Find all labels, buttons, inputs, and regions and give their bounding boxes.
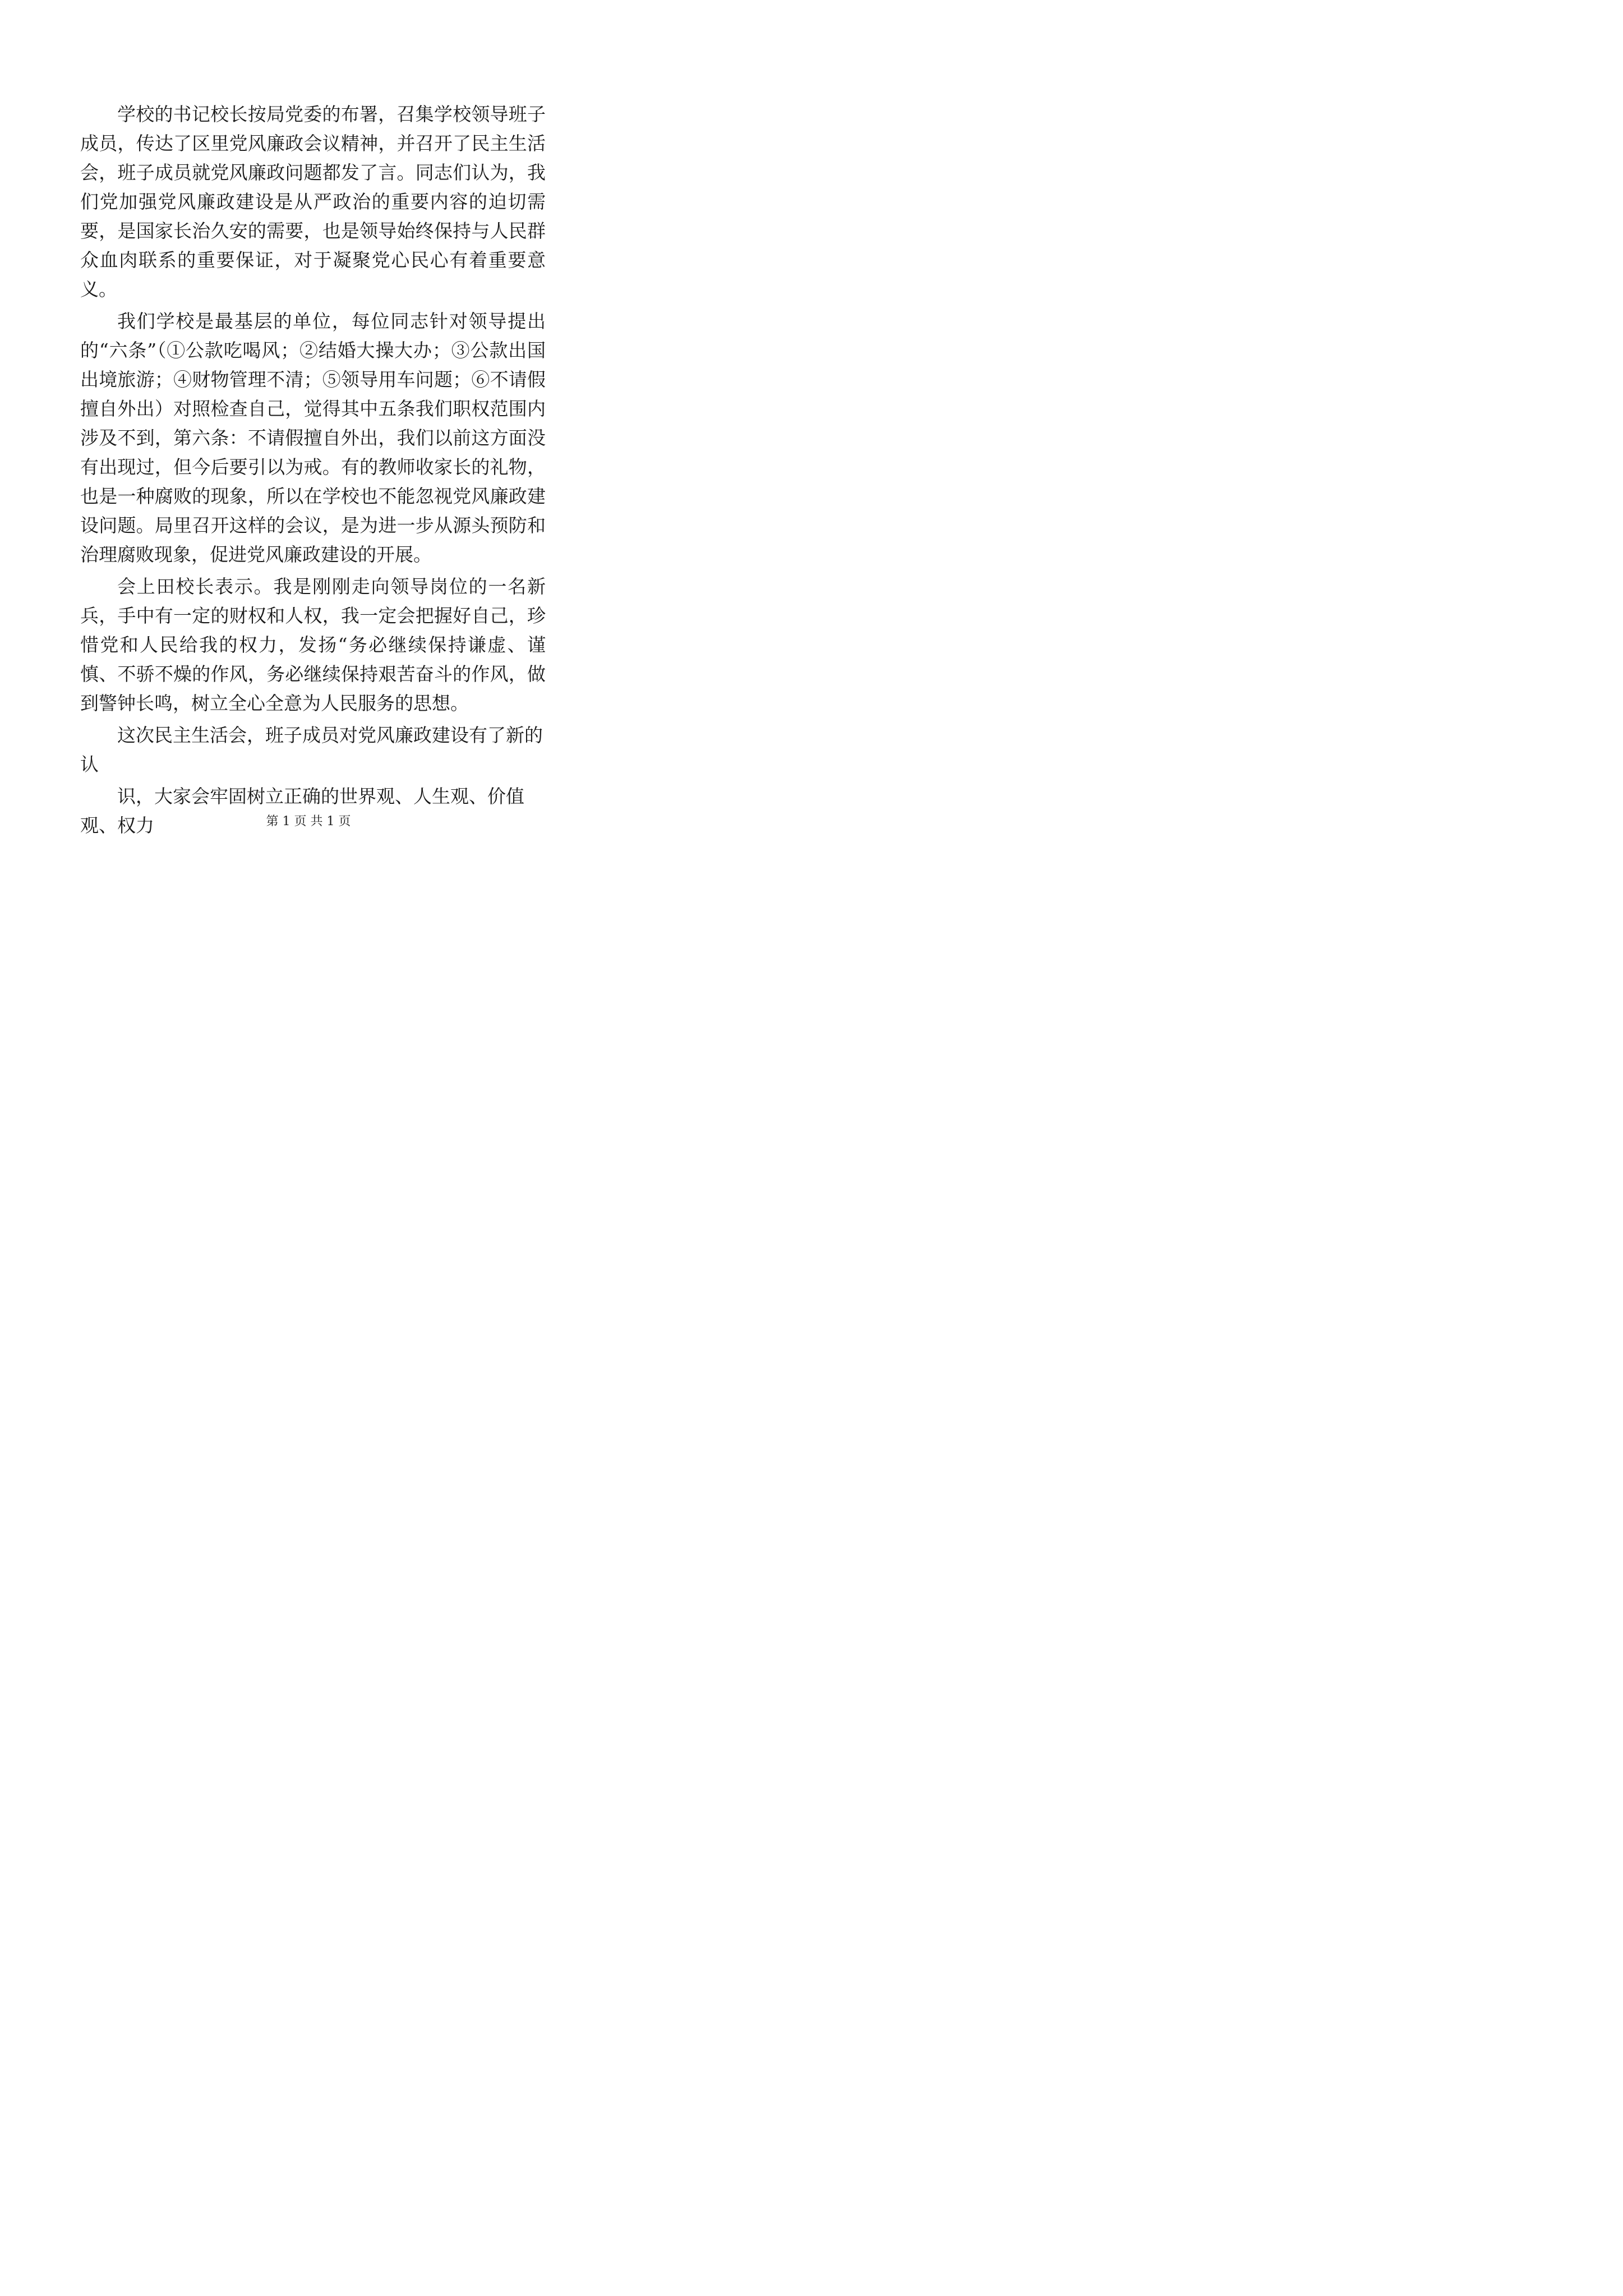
paragraph-4: 这次民主生活会，班子成员对党风廉政建设有了新的认 bbox=[80, 724, 543, 775]
page-footer: 第 1 页 共 1 页 bbox=[266, 815, 351, 829]
paragraph-3: 会上田校长表示。我是刚刚走向领导岗位的一名新兵，手中有一定的财权和人权，我一定会把握好自己，珍惜党和人民给我的权力，发扬“务必继续保持谦虚、谨慎、不骄不燥的作风，务必继续保持艰苦奋斗的作风，做到警钟长鸣，树立全心全意为人民服务的思想。 bbox=[80, 576, 546, 714]
paragraph-2: 我们学校是最基层的单位，每位同志针对领导提出的“六条”（①公款吃喝风；②结婚大操大办；③公款出国出境旅游；④财物管理不清；⑤领导用车问题；⑥不请假擅自外出）对照检查自己，觉得其中五条我们职权范围内涉及不到，第六条：不请假擅自外出，我们以前这方面没有出现过，但今后要引以为戒。有的教师收家长的礼物，也是一种腐败的现象，所以在学校也不能忽视党风廉政建设问题。局里召开这样的会议，是为进一步从源头预防和治理腐败现象，促进党风廉政建设的开展。 bbox=[80, 310, 546, 565]
paragraph-5: 识，大家会牢固树立正确的世界观、人生观、价值观、权力 bbox=[80, 785, 524, 836]
document-page bbox=[0, 0, 617, 873]
document-body bbox=[80, 100, 546, 843]
paragraph-1: 学校的书记校长按局党委的布署，召集学校领导班子成员，传达了区里党风廉政会议精神，并召开了民主生活会，班子成员就党风廉政问题都发了言。同志们认为，我们党加强党风廉政建设是从严政治的重要内容的迫切需要，是国家长治久安的需要，也是领导始终保持与人民群众血肉联系的重要保证，对于凝聚党心民心有着重要意义。 bbox=[80, 103, 546, 300]
